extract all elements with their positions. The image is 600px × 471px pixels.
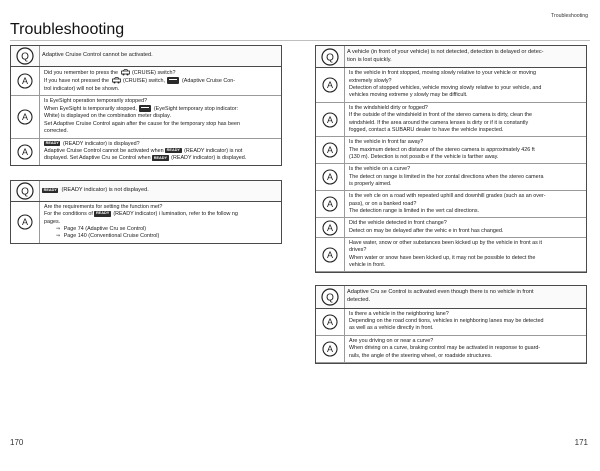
answer-body: [344, 309, 586, 335]
answer-line: rails, the angle of the steering wheel, or roadside structures.: [349, 352, 492, 359]
answer-line: as well as a vehicle directly in front.: [349, 325, 434, 332]
cruise-switch-icon: [121, 69, 130, 76]
question-row: [11, 46, 281, 67]
answer-line: The detect on range is limited in the hor zontal directions when the stereo camera: [349, 173, 544, 180]
question-row: [316, 46, 586, 68]
answer-line: When driving on a curve, braking control may be activated in response to guard-: [349, 345, 541, 352]
page-reference-link[interactable]: Page 74 (Adaptive Cru se Control): [63, 225, 147, 232]
answer-line: vehicles moving extreme y slowly may be difficult.: [349, 92, 468, 99]
right-column: [315, 45, 587, 371]
page-number-right: 171: [574, 438, 588, 447]
answer-line: vehicle in front.: [349, 262, 386, 268]
ready-indicator-icon: READY: [166, 148, 180, 153]
qa-group-vehicle-not-detected: [315, 45, 587, 273]
svg-text:Q: Q: [326, 52, 334, 64]
question-row: [11, 181, 281, 202]
answer-badge: [11, 67, 39, 95]
answer-line: The maximum detect on distance of the stereo camera is approximately 426 ft: [349, 146, 535, 153]
qa-group-ready-not-displayed: [10, 180, 282, 244]
answer-line: (READY indicator) i lumination, refer to the follow ng: [113, 211, 238, 218]
answer-body: [344, 238, 586, 271]
answer-badge: [316, 238, 344, 271]
answer-badge: [316, 218, 344, 237]
answer-line: (CRUISE) switch?: [132, 69, 176, 76]
page-reference-link[interactable]: Page 140 (Conventional Cruise Control): [63, 233, 160, 240]
a-badge-icon: [321, 195, 339, 213]
answer-line: displayed. Set Adaptive Cru se Control when: [44, 155, 151, 162]
svg-text:A: A: [326, 344, 334, 355]
answer-row: [316, 218, 586, 238]
answer-question-line: Have water, snow or other substances been kicked up by the vehicle in front as it: [349, 239, 542, 246]
a-badge-icon: [321, 141, 339, 159]
answer-line: (CRUISE) switch,: [123, 78, 165, 85]
answer-line: fogged, contact a SUBARU dealer to have the vehicle inspected.: [349, 126, 504, 133]
svg-text:Q: Q: [326, 292, 334, 304]
q-badge-icon: [15, 181, 35, 201]
page-ref-arrow: ⇒: [56, 225, 61, 232]
answer-question-line: Is the windshield dirty or fogged?: [349, 104, 428, 111]
question-line: A vehicle (in front of your vehicle) is not detected, detection is delayed or detec-: [347, 49, 544, 55]
answer-line: Is EyeSight operation temporarily stopped?: [44, 97, 148, 104]
answer-line: (EyeSight temporary stop indicator:: [153, 106, 239, 113]
eyesight-stop-indicator-icon: [139, 105, 151, 112]
title-divider: [10, 40, 590, 41]
svg-text:A: A: [326, 80, 334, 91]
answer-body: [344, 336, 586, 362]
answer-badge: [316, 68, 344, 101]
answer-body: [344, 218, 586, 237]
qa-group-activated-no-vehicle: [315, 285, 587, 364]
answer-line: When EyeSight is temporarily stopped,: [44, 106, 137, 113]
a-badge-icon: [16, 213, 34, 231]
question-line: detected.: [347, 297, 371, 304]
answer-badge: [316, 103, 344, 136]
ready-indicator-icon: READY: [153, 155, 168, 160]
answer-line: (READY indicator) is not: [184, 148, 243, 155]
answer-question-line: Did the vehicle detected in front change?: [349, 220, 447, 227]
answer-badge: [11, 202, 39, 243]
a-badge-icon: [321, 168, 339, 186]
svg-text:A: A: [21, 146, 29, 157]
qa-group-acc-cannot-activate: [10, 45, 282, 166]
answer-line: windshield. If the area around the camera lenses is dirty or if it is constantly: [349, 119, 529, 126]
question-badge: [11, 181, 39, 201]
answer-badge: [316, 336, 344, 362]
a-badge-icon: [321, 111, 339, 129]
answer-question-line: Is the vehicle in front stopped, moving slowly relative to your vehicle or moving: [349, 70, 536, 77]
answer-line: Adaptive Cruise Control cannot be activated when: [44, 148, 164, 155]
answer-line: Detect on may be delayed after the vehic e in front has changed.: [349, 227, 504, 234]
answer-body: [344, 191, 586, 217]
answer-row: [11, 67, 281, 96]
answer-body: [39, 67, 281, 95]
question-line: Adaptive Cru se Control is activated even though there is no vehicle in front: [347, 289, 534, 296]
svg-text:A: A: [326, 172, 334, 183]
answer-line: Are the requirements for setting the function met?: [44, 203, 163, 210]
answer-question-line: Is the veh cle on a road with repeated uphill and downhill grades (such as an over-: [349, 193, 546, 200]
a-badge-icon: [321, 313, 339, 331]
a-badge-icon: [16, 143, 34, 161]
svg-text:A: A: [21, 76, 29, 87]
ready-indicator-icon: READY: [43, 188, 57, 193]
answer-line: drives?: [349, 247, 367, 254]
question-badge: [316, 287, 344, 307]
answer-line: For the conditions of: [44, 211, 93, 218]
question-text: [344, 46, 586, 67]
answer-row: [316, 137, 586, 164]
acc-indicator-icon: [167, 77, 179, 84]
answer-body: [39, 202, 281, 243]
answer-line: (READY indicator) is displayed.: [171, 155, 247, 162]
svg-text:Q: Q: [21, 186, 29, 198]
answer-line: Detection of stopped vehicles, vehicle moving slowly relative to your vehicle, and: [349, 85, 542, 92]
answer-line: Set Adaptive Cruise Control again after the cause for the temporary stop has been: [44, 120, 240, 127]
answer-row: [11, 96, 281, 139]
answer-row: [316, 103, 586, 137]
answer-row: [316, 336, 586, 363]
cruise-switch-icon: [112, 77, 121, 84]
answer-row: [11, 202, 281, 243]
answer-line: White) is displayed on the combination meter display.: [44, 113, 171, 120]
svg-text:A: A: [326, 114, 334, 125]
question-text: [344, 286, 586, 307]
answer-question-line: Is there a vehicle in the neighboring lane?: [349, 310, 449, 317]
a-badge-icon: [321, 246, 339, 264]
answer-line: is properly aimed.: [349, 180, 392, 187]
answer-line: corrected.: [44, 128, 68, 135]
answer-row: [316, 68, 586, 102]
answer-question-line: Are you driving on or near a curve?: [349, 337, 434, 344]
a-badge-icon: [16, 108, 34, 126]
left-column: [10, 45, 282, 251]
answer-badge: [316, 137, 344, 163]
svg-text:A: A: [21, 217, 29, 228]
answer-badge: [316, 164, 344, 190]
answer-badge: [11, 96, 39, 138]
answer-line: pass), or on a banked road?: [349, 200, 417, 207]
answer-line: (Adaptive Cruise Con-: [181, 78, 235, 85]
answer-line: extremely slowly?: [349, 77, 392, 84]
a-badge-icon: [321, 340, 339, 358]
answer-body: [39, 96, 281, 138]
answer-line: (READY indicator) is displayed?: [62, 140, 140, 147]
question-text: [39, 181, 281, 201]
svg-text:A: A: [326, 199, 334, 210]
answer-body: [344, 103, 586, 136]
answer-row: [316, 238, 586, 272]
answer-line: Depending on the road cond tions, vehicles in neighboring lanes may be detected: [349, 318, 544, 325]
a-badge-icon: [321, 76, 339, 94]
answer-body: [344, 68, 586, 101]
answer-line: If the outside of the windshield in front of the stereo camera is dirty, clean the: [349, 112, 532, 119]
running-head: Troubleshooting: [550, 13, 588, 19]
answer-body: [344, 164, 586, 190]
answer-badge: [316, 309, 344, 335]
answer-question-line: Is the vehicle in front far away?: [349, 139, 424, 146]
answer-line: Did you remember to press the: [44, 69, 119, 76]
page-number-left: 170: [10, 438, 24, 447]
q-badge-icon: [320, 47, 340, 67]
answer-body: [39, 139, 281, 165]
svg-text:Q: Q: [21, 51, 29, 63]
answer-row: [316, 191, 586, 218]
answer-body: [344, 137, 586, 163]
svg-text:A: A: [21, 111, 29, 122]
svg-text:A: A: [326, 316, 334, 327]
answer-line: (130 m). Detection is not possib e if the vehicle is farther away.: [349, 153, 499, 160]
question-badge: [11, 46, 39, 66]
q-badge-icon: [15, 46, 35, 66]
answer-line: The detection range is limited in the vert cal directions.: [349, 207, 480, 214]
answer-row: [316, 164, 586, 191]
page-title: Troubleshooting: [10, 21, 125, 38]
question-badge: [316, 47, 344, 67]
svg-text:A: A: [326, 145, 334, 156]
svg-text:A: A: [326, 249, 334, 260]
page-ref-arrow: ⇒: [56, 233, 61, 240]
q-badge-icon: [320, 287, 340, 307]
ready-indicator-icon: READY: [45, 140, 59, 145]
question-line: tion is lost quickly.: [347, 56, 392, 63]
question-text-rest: (READY indicator) is not displayed.: [61, 186, 149, 193]
answer-row: [11, 139, 281, 165]
answer-badge: [11, 139, 39, 165]
answer-line: trol indicator) will not be shown.: [44, 85, 120, 92]
answer-row: [316, 309, 586, 336]
question-row: [316, 286, 586, 308]
a-badge-icon: [321, 219, 339, 237]
svg-text:A: A: [326, 222, 334, 233]
a-badge-icon: [16, 72, 34, 90]
answer-line: When water or snow have been kicked up, it may not be possible to detect the: [349, 254, 536, 261]
answer-line: pages.: [44, 218, 61, 225]
answer-badge: [316, 191, 344, 217]
answer-question-line: Is the vehicle on a curve?: [349, 166, 411, 173]
question-text: Adaptive Cruise Control cannot be activated.: [39, 46, 281, 66]
ready-indicator-icon: READY: [95, 211, 110, 216]
answer-line: If you have not pressed the: [44, 78, 110, 85]
